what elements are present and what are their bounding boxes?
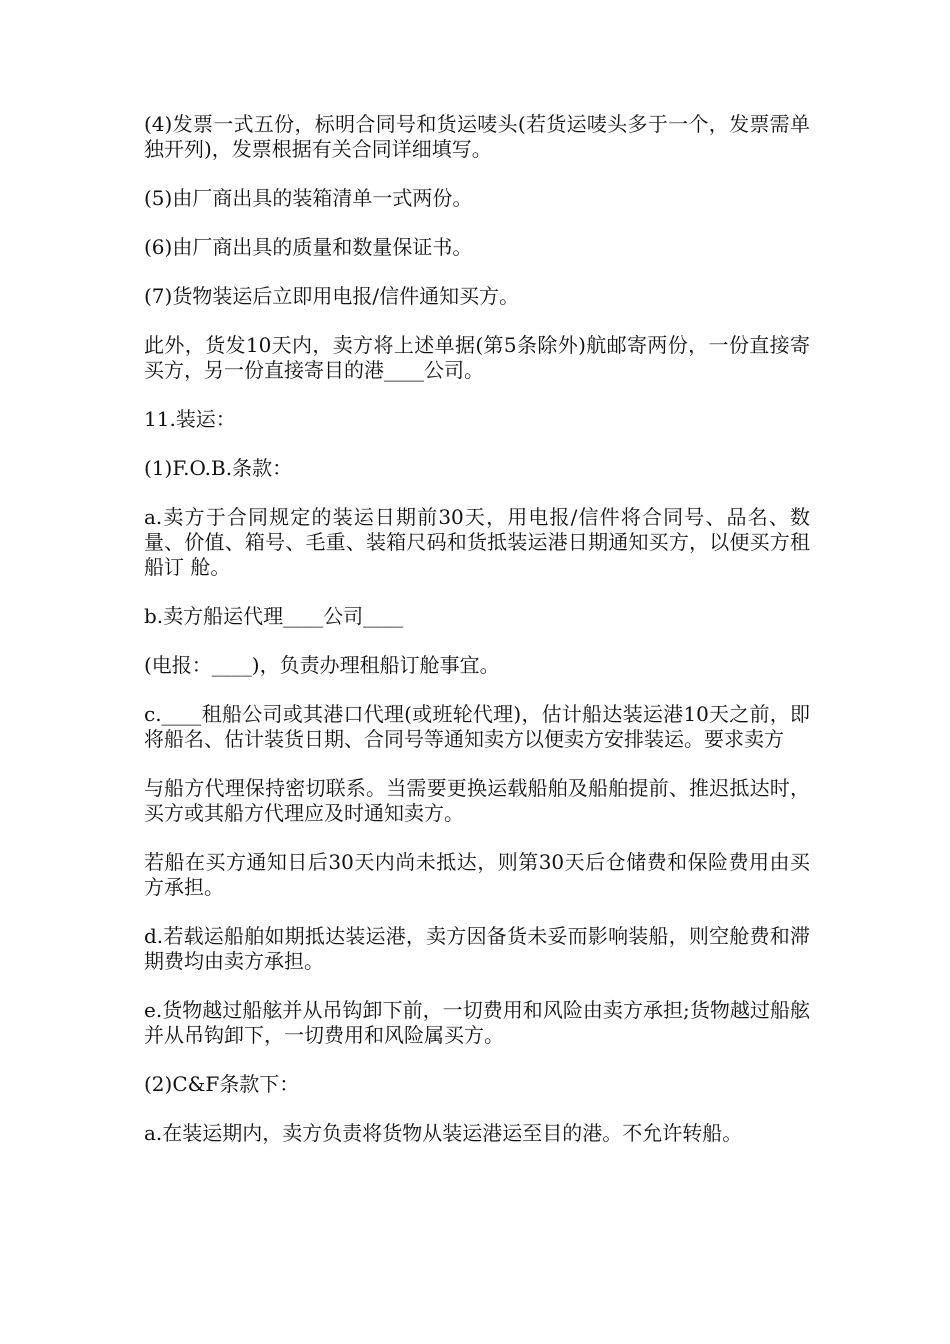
paragraph-invoice: (4)发票一式五份，标明合同号和货运唛头(若货运唛头多于一个，发票需单独开列)，发票根据有关合同详细填写。: [144, 112, 810, 161]
section-heading-shipment: 11.装运：: [144, 407, 236, 431]
subsection-heading-fob: (1)F.O.B.条款：: [144, 456, 293, 480]
paragraph-fob-b-telegram: (电报：____)，负责办理租船订舱事宜。: [144, 653, 500, 677]
paragraph-fob-b: b.卖方船运代理____公司____: [144, 604, 404, 628]
paragraph-airmail-documents: 此外，货发10天内，卖方将上述单据(第5条除外)航邮寄两份，一份直接寄买方，另一份直接寄目的港____公司。: [144, 333, 810, 382]
paragraph-fob-c: c.____租船公司或其港口代理(或班轮代理)，估计船达装运港10天之前，即将船名、估计装货日期、合同号等通知卖方以便卖方安排装运。要求卖方: [144, 702, 810, 751]
paragraph-fob-d: d.若载运船舶如期抵达装运港，卖方因备货未妥而影响装船，则空舱费和滞期费均由卖方承担。: [144, 924, 810, 973]
document-page: [144, 112, 810, 1170]
subsection-heading-cf: (2)C&F条款下：: [144, 1072, 300, 1096]
paragraph-cf-a: a.在装运期内，卖方负责将货物从装运港运至目的港。不允许转船。: [144, 1121, 743, 1145]
paragraph-fob-c-contact: 与船方代理保持密切联系。当需要更换运载船舶及船舶提前、推迟抵达时，买方或其船方代理应及时通知卖方。: [144, 776, 810, 825]
paragraph-fob-c-delay: 若船在买方通知日后30天内尚未抵达，则第30天后仓储费和保险费用由买方承担。: [144, 850, 810, 899]
paragraph-quality-certificate: (6)由厂商出具的质量和数量保证书。: [144, 235, 473, 259]
paragraph-fob-e: e.货物越过船舷并从吊钩卸下前，一切费用和风险由卖方承担;货物越过船舷并从吊钩卸下，一切费用和风险属买方。: [144, 998, 810, 1047]
paragraph-packing-list: (5)由厂商出具的装箱清单一式两份。: [144, 186, 473, 210]
paragraph-shipment-notice: (7)货物装运后立即用电报/信件通知买方。: [144, 284, 520, 308]
paragraph-fob-a: a.卖方于合同规定的装运日期前30天，用电报/信件将合同号、品名、数量、价值、箱号、毛重、装箱尺码和货抵装运港日期通知买方，以便买方租船订 舱。: [144, 505, 810, 579]
